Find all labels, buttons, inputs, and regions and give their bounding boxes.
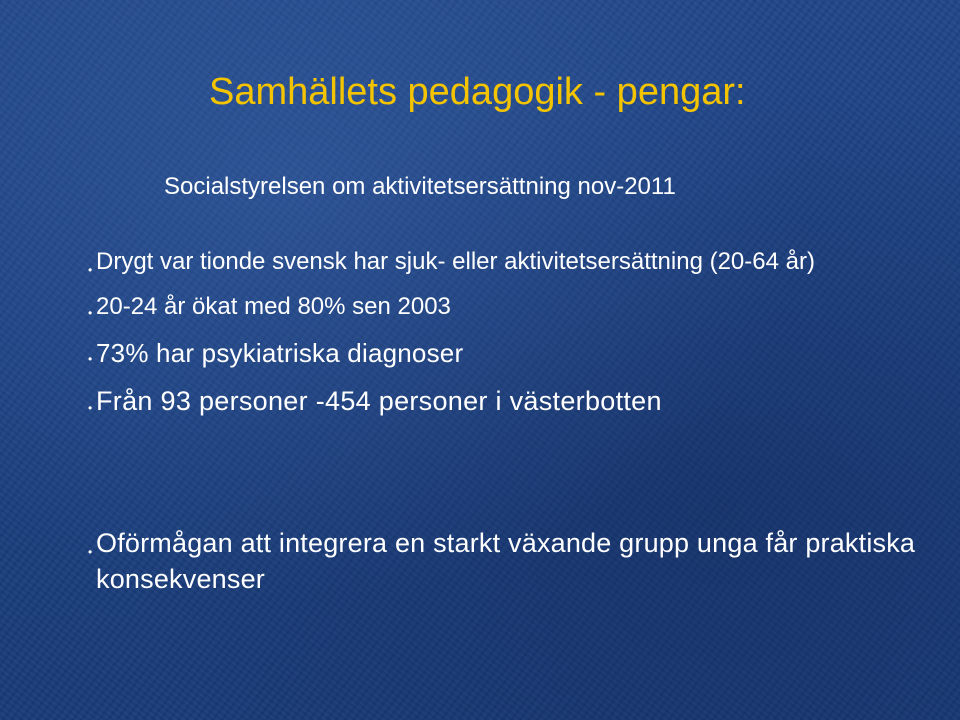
slide-title: Samhällets pedagogik - pengar:	[209, 71, 746, 113]
bullet-item	[88, 292, 928, 322]
bullet-item	[88, 386, 928, 417]
bullet-text: 73% har psykiatriska diagnoser	[96, 338, 464, 368]
bullet-item	[88, 243, 928, 280]
bullet-item	[88, 525, 928, 597]
bullet-dot-icon: •	[88, 545, 93, 559]
bullet-text: 20-24 år ökat med 80% sen 2003	[96, 293, 451, 320]
bullet-text: Från 93 personer -454 personer i västerbotten	[96, 386, 662, 416]
bullet-list	[88, 243, 928, 597]
slide-subtitle: Socialstyrelsen om aktivitetsersättning nov-2011	[164, 173, 676, 200]
bullet-item	[88, 338, 928, 368]
bullet-text: Oförmågan att integrera en starkt växande grupp unga får praktiska konsekvenser	[96, 528, 916, 594]
bullet-dot-icon: •	[88, 263, 93, 277]
bullet-text: Drygt var tionde svensk har sjuk- eller aktivitetsersättning (20-64 år)	[96, 248, 815, 275]
bullet-dot-icon: •	[88, 306, 93, 320]
bullet-dot-icon: •	[88, 401, 93, 415]
bullet-dot-icon: •	[88, 352, 93, 366]
